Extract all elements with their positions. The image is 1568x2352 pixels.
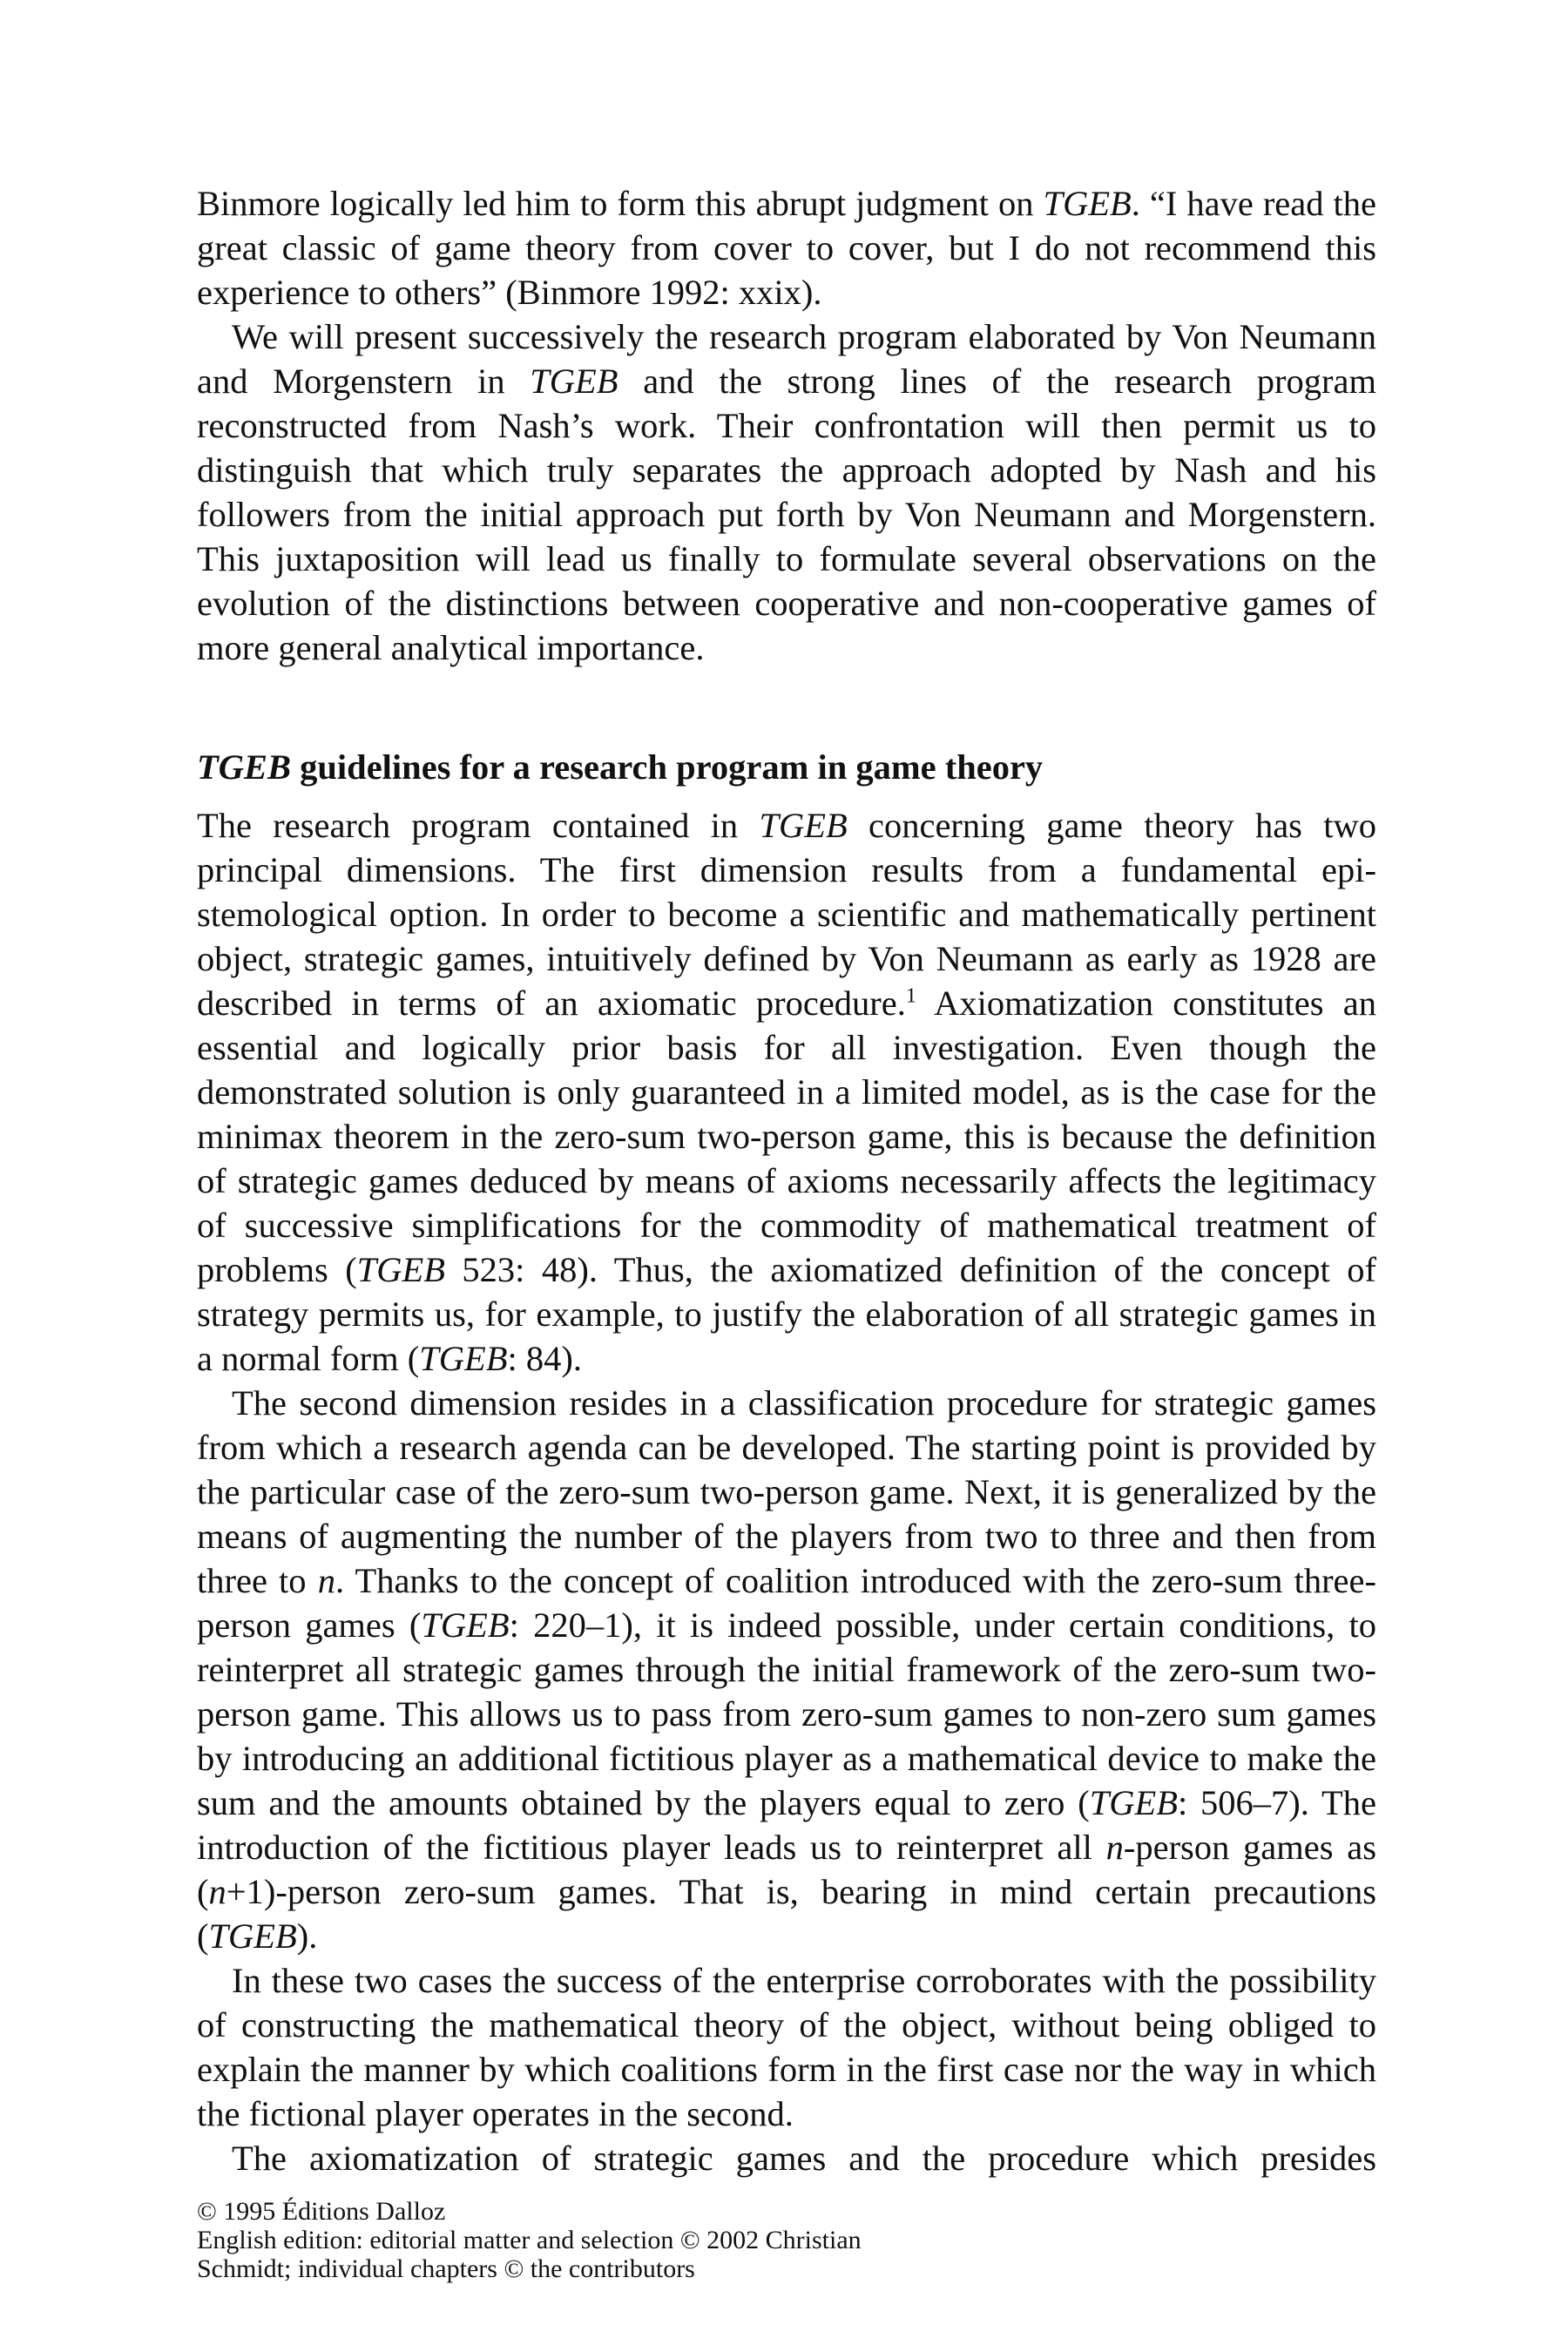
- text-segment: TGEB: [1089, 1783, 1178, 1822]
- paragraph: [197, 1958, 1376, 2136]
- text-segment: TGEB: [759, 806, 848, 845]
- text-segment: TGEB: [530, 362, 618, 401]
- heading-italic-part: TGEB: [197, 747, 292, 787]
- paragraph: [197, 314, 1376, 670]
- text-segment: TGEB: [208, 1916, 297, 1956]
- text-segment: 523: 48). Thus, the axiomatized definition of the concept of strategy permits us, for example, to justify the elaboration of all strategic games in a normal form (: [197, 1250, 1376, 1378]
- text-segment: The axiomatization of strategic games and the procedure which presides: [232, 2139, 1376, 2178]
- paragraph: [197, 181, 1376, 314]
- text-segment: In these two cases the success of the enterprise corroborates with the possibility of constructing the mathematical theory of the object, without being obliged to explain the manner by which coalitions form in the first case nor the way in which the fictional player operates in the second.: [197, 1961, 1376, 2133]
- text-segment: : 220–1), it is indeed possible, under certain conditions, to reinterpret all strategic games through the initial framework of the zero-sum two-person game. This allows us to pass from zero-sum games to non-zero sum games by introducing an additional fictitious player as a mathematical device to make the sum and the amounts obtained by the players equal to zero (: [197, 1605, 1376, 1822]
- text-segment: . “I have read the great classic of game theory from cover to cover, but I do not recommend this experience to others” (Binmore 1992: xxix).: [197, 184, 1376, 312]
- text-segment: Binmore logically led him to form this abrupt judgment on: [197, 184, 1044, 223]
- paragraph: [197, 803, 1376, 1381]
- text-segment: . Thanks to the concept of coalition introduced with the zero-sum three-person games (: [197, 1561, 1376, 1645]
- text-segment: TGEB: [1043, 184, 1132, 223]
- copyright-line-3: Schmidt; individual chapters © the contributors: [197, 2254, 695, 2283]
- intro-section: [197, 181, 1376, 670]
- text-segment: The second dimension resides in a classification procedure for strategic games from which a research agenda can be developed. The starting point is provided by the particular case of the zero-sum two-person game. Next, it is generalized by the means of augmenting the number of the players from two to three and then from three to: [197, 1383, 1376, 1600]
- text-segment: n: [317, 1561, 335, 1600]
- footnote-marker: 1: [905, 983, 917, 1008]
- copyright-line-2: English edition: editorial matter and selection © 2002 Christian: [197, 2226, 862, 2254]
- text-segment: and the strong lines of the research program reconstructed from Nash’s work. Their confrontation will then permit us to distinguish that which truly separates the approach adopted by Nash and his followers from the initial approach put forth by Von Neumann and Morgenstern. This juxtaposition will lead us finally to formulate several observations on the evolution of the distinctions between cooperative and non-cooperative games of more general analytical importance.: [197, 362, 1377, 667]
- copyright-footer: [197, 2197, 981, 2283]
- text-segment: TGEB: [356, 1250, 445, 1289]
- copyright-line-1: © 1995 Éditions Dalloz: [197, 2197, 446, 2226]
- text-segment: n: [1105, 1828, 1124, 1867]
- text-segment: n: [208, 1872, 226, 1911]
- page-body: [197, 181, 1376, 2180]
- text-segment: +1)-person zero-sum games. That is, bearing in mind certain precautions (: [197, 1872, 1376, 1956]
- section-body: [197, 803, 1376, 2180]
- paragraph: [197, 1381, 1376, 1958]
- paragraph: [197, 2136, 1376, 2180]
- text-segment: : 84).: [507, 1339, 583, 1378]
- heading-text: guidelines for a research program in game theory: [291, 747, 1044, 787]
- text-segment: TGEB: [421, 1605, 510, 1645]
- text-segment: The research program contained in: [197, 806, 760, 845]
- section-heading: [197, 745, 1376, 789]
- text-segment: TGEB: [419, 1339, 508, 1378]
- text-segment: concerning game theory has two principal dimensions. The first dimension results from a fundamental epistemological option. In order to become a scientific and mathematically pertinent object, strategic games, intuitively defined by Von Neumann as early as 1928 are described in terms of an axiomatic procedure.: [197, 806, 1376, 1023]
- text-segment: : 506–7). The introduction of the fictitious player leads us to reinterpret all: [197, 1783, 1376, 1867]
- text-segment: -person games as (: [197, 1828, 1376, 1911]
- text-segment: We will present successively the research program elaborated by Von Neumann and Morgenstern in: [197, 317, 1376, 401]
- text-segment: ).: [296, 1916, 318, 1956]
- text-segment: Axiomatization constitutes an essential and logically prior basis for all investigation. Even though the demonstrated solution is only guaranteed in a limited model, as is the case for the minimax theorem in the zero-sum two-person game, this is because the definition of strategic games deduced by means of axioms necessarily affects the legitimacy of successive simplifications for the commodity of mathematical treatment of problems (: [197, 983, 1376, 1289]
